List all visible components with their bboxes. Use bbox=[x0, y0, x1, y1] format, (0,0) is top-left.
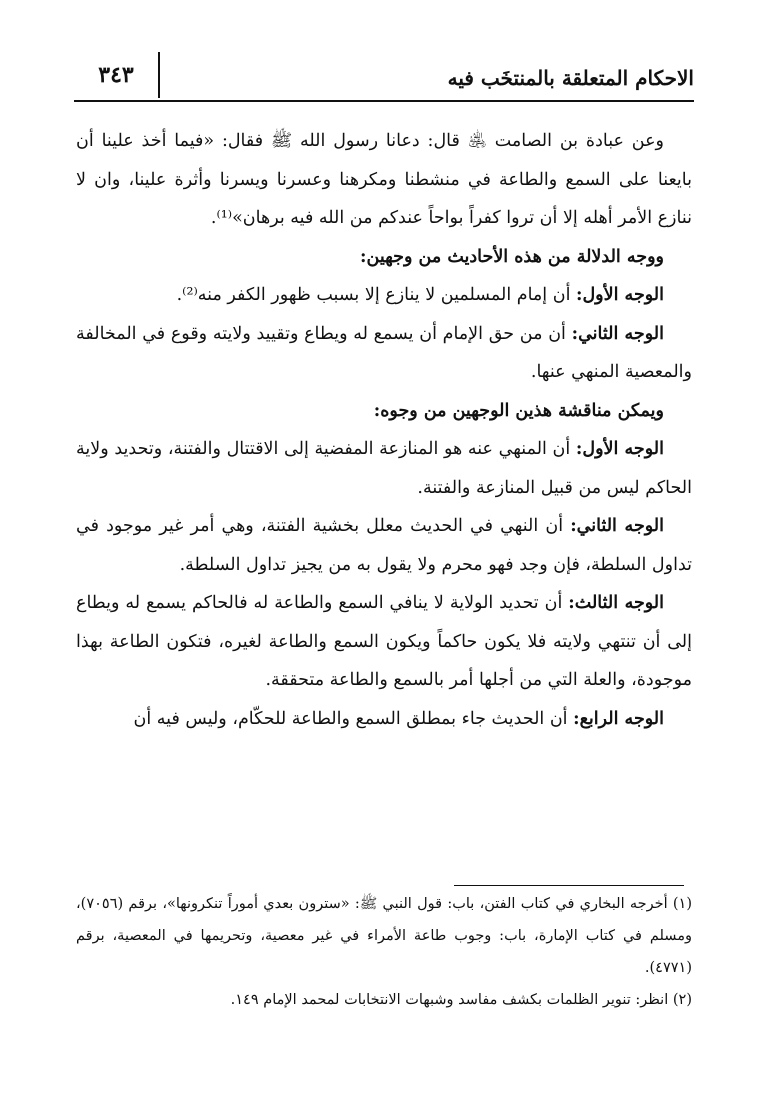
paragraph-rebuttal-3 bbox=[76, 584, 692, 700]
aspect-text: أن إمام المسلمين لا ينازع إلا بسبب ظهور الكفر منه⁽²⁾. bbox=[176, 285, 576, 305]
footnotes bbox=[76, 888, 692, 1016]
aspect-text: أن المنهي عنه هو المنازعة المفضية إلى الاقتتال والفتنة، وتحديد ولاية الحاكم ليس من قبيل المنازعة والفتنة. bbox=[76, 439, 692, 498]
aspect-text: أن من حق الإمام أن يسمع له ويطاع وتقييد ولايته وقوع في المخالفة والمعصية المنهي عنها. bbox=[76, 323, 692, 382]
header-rule bbox=[74, 100, 694, 102]
aspect-text: أن الحديث جاء بمطلق السمع والطاعة للحكّام، وليس فيه أن bbox=[133, 708, 574, 729]
paragraph-aspect-1 bbox=[76, 276, 692, 315]
footnote-2: (٢) انظر: تنوير الظلمات بكشف مفاسد وشبهات الانتخابات لمحمد الإمام ١٤٩. bbox=[230, 992, 692, 1008]
aspect-label: الوجه الرابع: bbox=[573, 708, 664, 729]
running-title: الاحكام المتعلقة بالمنتخَب فيه bbox=[447, 66, 694, 90]
paragraph-hadith: وعن عبادة بن الصامت ﵁ قال: دعانا رسول الله ﷺ فقال: «فيما أخذ علينا أن بايعنا على السمع والطاعة في منشطنا ومكرهنا وعسرنا ويسرنا وأثرة علينا، وان لا ننازع الأمر أهله إلا أن تروا كفراً بواحاً عندكم من الله فيه برهان»⁽¹⁾. bbox=[76, 131, 692, 228]
footnote-separator bbox=[454, 885, 684, 886]
page-number: ٣٤٣ bbox=[74, 52, 160, 98]
aspect-label: الوجه الثاني: bbox=[571, 323, 664, 344]
aspect-label: الوجه الأول: bbox=[575, 439, 664, 459]
aspect-label: الوجه الأول: bbox=[576, 285, 664, 305]
paragraph-rebuttal-1 bbox=[76, 430, 692, 507]
paragraph-aspect-2 bbox=[76, 315, 692, 392]
aspect-label: الوجه الثالث: bbox=[568, 593, 664, 613]
paragraph-discussion-heading: ويمكن مناقشة هذين الوجهين من وجوه: bbox=[373, 400, 664, 421]
footnote-1: (١) أخرجه البخاري في كتاب الفتن، باب: قول النبي ﷺ: «سترون بعدي أموراً تنكرونها»، برقم (٧٠٥٦)، ومسلم في كتاب الإمارة، باب: وجوب طاعة الأمراء في غير معصية، وتحريمها في المعصية، برقم (٤٧٧١). bbox=[76, 896, 692, 976]
main-text bbox=[76, 122, 692, 738]
page-header bbox=[74, 52, 694, 102]
paragraph-evidence-heading: ووجه الدلالة من هذه الأحاديث من وجهين: bbox=[360, 246, 664, 267]
paragraph-rebuttal-4 bbox=[76, 700, 692, 739]
aspect-text: أن النهي في الحديث معلل بخشية الفتنة، وهي أمر غير موجود في تداول السلطة، فإن وجد فهو محرم ولا يقول به من يجيز تداول السلطة. bbox=[76, 516, 692, 575]
paragraph-rebuttal-2 bbox=[76, 507, 692, 584]
aspect-label: الوجه الثاني: bbox=[570, 516, 664, 536]
aspect-text: أن تحديد الولاية لا ينافي السمع والطاعة له فالحاكم يسمع له ويطاع إلى أن تنتهي ولايته فلا يكون حاكماً ويكون السمع والطاعة لغيره، فتكون الطاعة بهذا موجودة، والعلة التي من أجلها أمر بالسمع والطاعة متحققة. bbox=[76, 593, 692, 690]
